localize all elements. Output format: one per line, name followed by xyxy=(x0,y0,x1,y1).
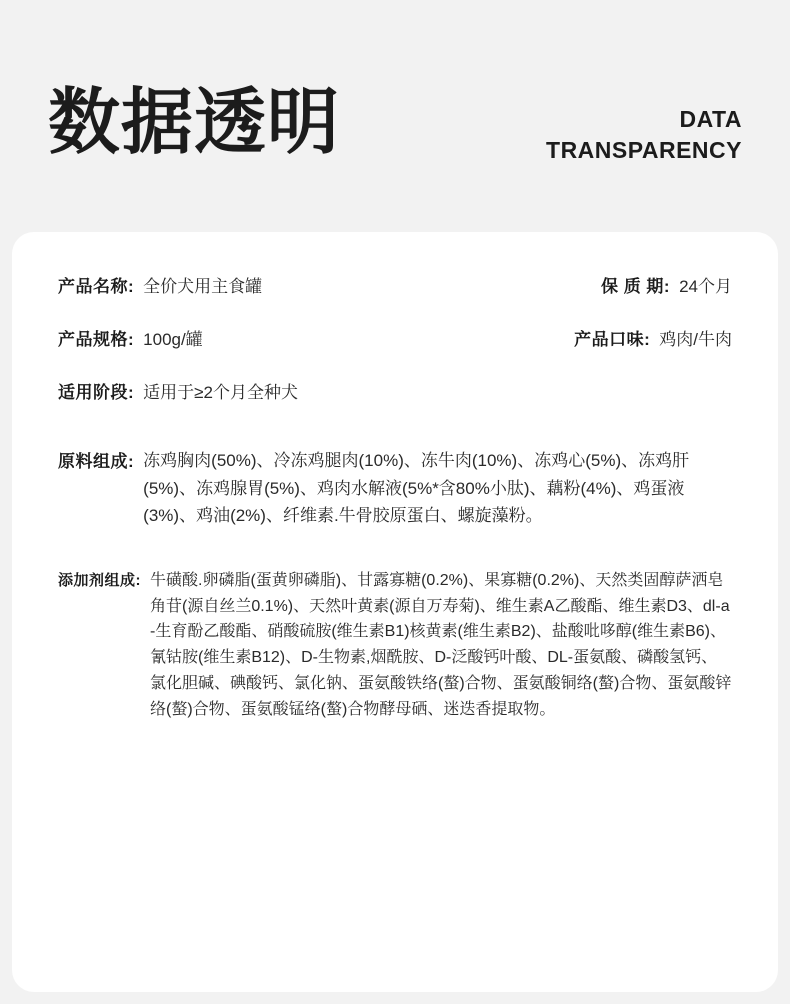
spec-card xyxy=(12,232,778,992)
spec-shelf-life-value: 24个月 xyxy=(679,277,732,296)
spec-product-name xyxy=(58,272,262,297)
spec-product-name-value: 全价犬用主食罐 xyxy=(143,277,263,296)
additives-label: 添加剂组成: xyxy=(58,571,141,589)
spec-life-stage-label: 适用阶段: xyxy=(58,383,135,402)
spec-product-name-label: 产品名称: xyxy=(58,277,135,296)
spec-row-stage xyxy=(58,378,732,403)
spec-product-flavor-label: 产品口味: xyxy=(574,330,651,349)
spec-product-size xyxy=(58,325,203,350)
ingredients-label: 原料组成: xyxy=(58,452,135,471)
ingredients-row xyxy=(58,447,732,530)
spec-shelf-life xyxy=(601,272,732,297)
page-title: 数据透明 xyxy=(48,80,341,164)
spec-row-size-flavor xyxy=(58,325,732,350)
ingredients-value: 冻鸡胸肉(50%)、冷冻鸡腿肉(10%)、冻牛肉(10%)、冻鸡心(5%)、冻鸡肝(5%)、冻鸡腺胃(5%)、鸡肉水解液(5%*含80%小肽)、藕粉(4%)、鸡蛋液(3%)、鸡油(2%)、纤维素.牛骨胶原蛋白、螺旋藻粉。 xyxy=(143,451,690,526)
additives-row xyxy=(58,568,732,723)
spec-product-size-label: 产品规格: xyxy=(58,330,135,349)
page-title-english-line2: TRANSPARENCY xyxy=(546,137,742,164)
additives-value: 牛磺酸.卵磷脂(蛋黄卵磷脂)、甘露寡糖(0.2%)、果寡糖(0.2%)、天然类固醇萨洒皂角苷(源自丝兰0.1%)、天然叶黄素(源自万寿菊)、维生素A乙酸酯、维生素D3、dl-a-生育酚乙酸酯、硝酸硫胺(维生素B1)核黄素(维生素B2)、盐酸吡哆醇(维生素B6)、氰钴胺(维生素B12)、D-生物素,烟酰胺、D-泛酸钙叶酸、DL-蛋氨酸、磷酸氢钙、氯化胆碱、碘酸钙、氯化钠、蛋氨酸铁络(螯)合物、蛋氨酸铜络(螯)合物、蛋氨酸锌络(螯)合物、蛋氨酸锰络(螯)合物酵母硒、迷迭香提取物。 xyxy=(150,571,732,719)
spec-row-name-shelflife xyxy=(58,272,732,297)
spec-product-flavor xyxy=(574,325,732,350)
page-title-english-line1: DATA xyxy=(679,106,742,132)
page-header xyxy=(0,0,790,232)
spec-shelf-life-label: 保 质 期: xyxy=(600,277,671,296)
spec-life-stage xyxy=(58,378,298,403)
spec-product-flavor-value: 鸡肉/牛肉 xyxy=(659,330,732,349)
spec-life-stage-value: 适用于≥2个月全种犬 xyxy=(143,383,298,402)
page-title-english xyxy=(546,104,742,166)
spec-product-size-value: 100g/罐 xyxy=(143,330,203,349)
